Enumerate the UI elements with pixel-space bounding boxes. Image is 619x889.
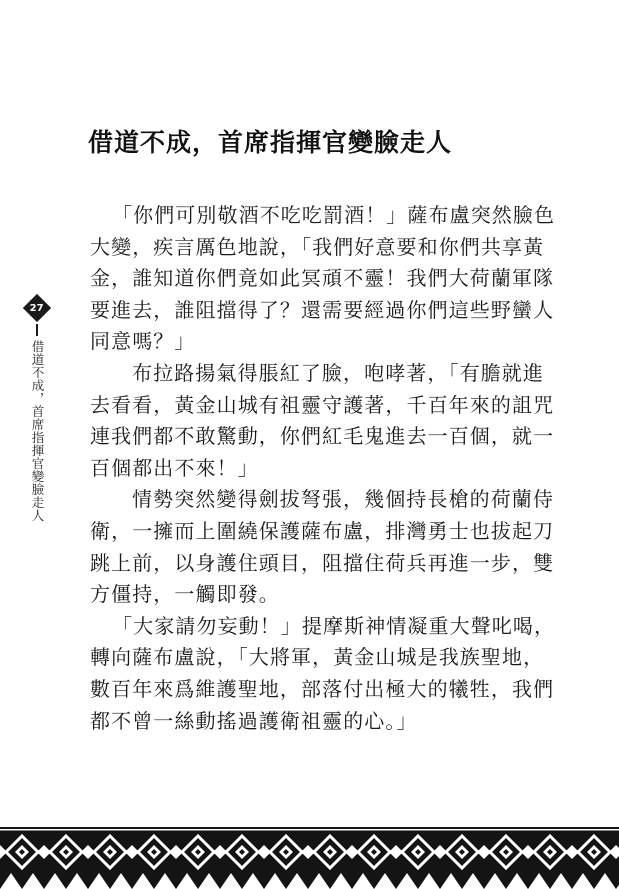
- page-number-badge: [23, 294, 51, 322]
- page-number: 27: [30, 302, 44, 314]
- text-line: 「你們可別敬酒不吃吃罰酒！」薩布盧突然臉色: [112, 203, 556, 227]
- text-line: 方僵持，一觸即發。: [90, 582, 280, 607]
- paragraph-4: [90, 611, 556, 737]
- text-line: 百個都出不來！」: [90, 455, 259, 480]
- text-line: 情勢突然變得劍拔弩張，幾個持長槍的荷蘭侍: [132, 487, 554, 512]
- text-line: 金，誰知道你們竟如此冥頑不靈！我們大荷蘭軍隊: [90, 266, 555, 291]
- text-line: 數百年來爲維護聖地，部落付出極大的犧牲，我們: [90, 676, 555, 701]
- text-line: 布拉路揚氣得脹紅了臉，咆哮著，「有膽就進: [132, 360, 544, 385]
- text-line: 要進去，誰阻擋得了？還需要經過你們這些野蠻人: [90, 297, 555, 322]
- chapter-title: 借道不成，首席指揮官變臉走人: [88, 128, 453, 157]
- text-line: 都不曾一絲動搖過護衛祖靈的心。」: [90, 708, 418, 733]
- text-line: 去看看，黃金山城有祖靈守護著，千百年來的詛咒: [90, 392, 555, 417]
- footer-decorative-band: [0, 827, 619, 889]
- text-line: 衛，一擁而上圍繞保護薩布盧，排灣勇士也拔起刀: [90, 518, 555, 543]
- text-line: 跳上前，以身護住頭目，阻擋住荷兵再進一步，雙: [90, 550, 555, 575]
- text-line: 連我們都不敢驚動，你們紅毛鬼進去一百個，就一: [90, 424, 555, 449]
- running-head: 借道不成，首席指揮官變臉走人: [30, 340, 45, 522]
- text-line: 「大家請勿妄動！」提摩斯神情凝重大聲叱喝，: [112, 613, 556, 638]
- diamond-pattern-icon: [0, 827, 619, 889]
- paragraph-3: [90, 484, 555, 610]
- paragraph-2: [90, 358, 555, 484]
- text-line: 大變，疾言厲色地說，「我們好意要和你們共享黃: [90, 234, 545, 259]
- paragraph-1: [90, 200, 556, 358]
- text-line: 同意嗎？」: [90, 329, 196, 354]
- side-tab-rule: [36, 324, 38, 336]
- side-tab: [24, 298, 50, 522]
- body-text: [90, 200, 556, 737]
- text-line: 轉向薩布盧說，「大將軍，黃金山城是我族聖地，: [90, 645, 545, 670]
